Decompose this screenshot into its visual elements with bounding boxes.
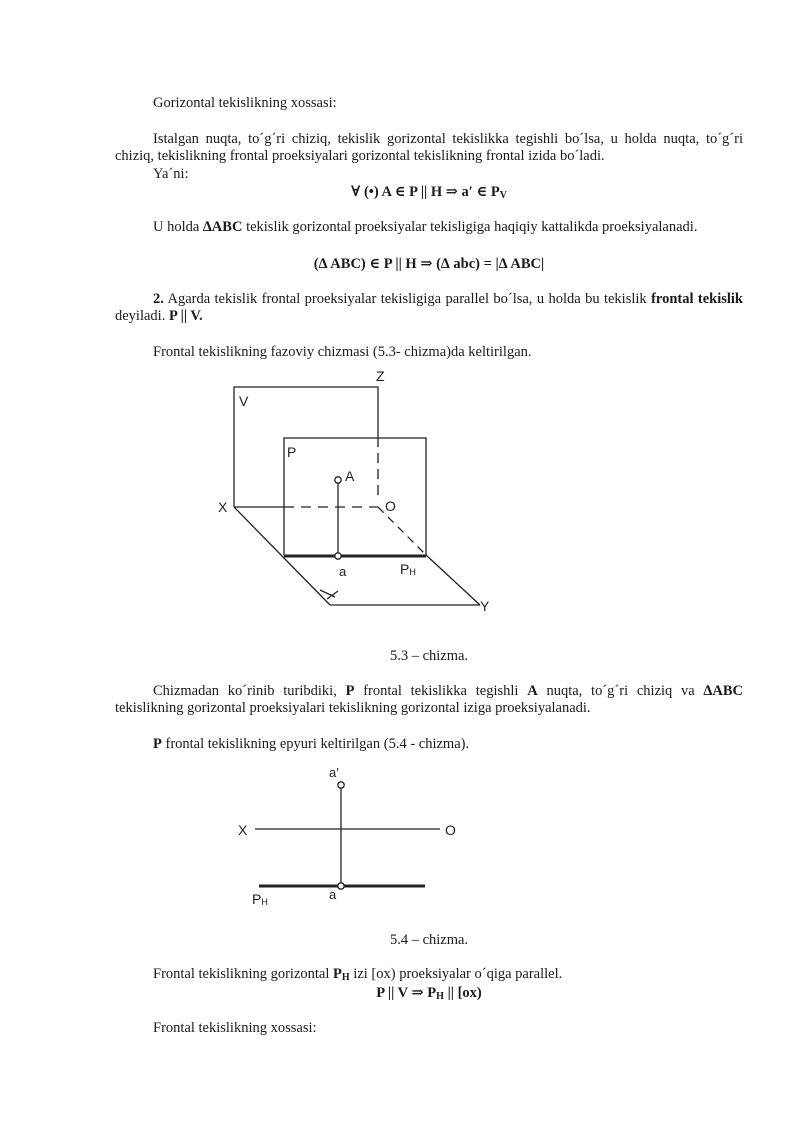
label-a-small: a — [339, 564, 347, 579]
hatch-mark — [327, 591, 338, 599]
formula-1: ∀ (•) A ∈ P || H ⇒ a′ ∈ $P_V$ — [351, 184, 507, 201]
label-x: X — [238, 822, 248, 838]
yani-label: Ya´ni: — [153, 166, 189, 182]
label-v: V — [239, 393, 249, 409]
label-a-prime: a′ — [329, 765, 339, 780]
formula-2: (∆ ABC) ∈ P || H ⇒ (∆ abc) = |∆ ABC| — [313, 256, 545, 272]
hatch-mark — [320, 590, 335, 597]
heading-horizontal-property: Gorizontal tekislikning xossasi: — [153, 95, 337, 111]
formula-3: P || V ⇒ $P_H$ || [ox) — [376, 985, 482, 1002]
label-a: A — [345, 468, 355, 484]
point-a-proj — [335, 553, 341, 559]
paragraph-3: 2. Agarda tekislik frontal proeksiyalar tekisligiga parallel bo´lsa, u holda bu tekislik frontal tekislik deyiladi. P || V. — [115, 291, 743, 324]
label-o: O — [385, 498, 396, 514]
point-a-prime — [338, 782, 344, 788]
point-a — [335, 477, 341, 483]
paragraph-1: Istalgan nuqta, to´g´ri chiziq, tekislik gorizontal tekislikka tegishli bo´lsa, u holda nuqta, to´g´ri chiziq, tekislikning frontal proeksiyalari gorizontal tekislikning frontal izida bo´ladi. — [115, 131, 743, 164]
v-plane-outline — [234, 387, 378, 507]
caption-5-4: 5.4 – chizma. — [389, 932, 469, 948]
figure-5-3 — [210, 365, 500, 620]
paragraph-7: Frontal tekislikning gorizontal $P_H$ izi [ox) proeksiyalar o´qiga parallel. — [153, 966, 563, 983]
paragraph-6: P frontal tekislikning epyuri keltirilgan (5.4 - chizma). — [153, 736, 470, 752]
label-o: O — [445, 822, 456, 838]
figure-5-4 — [225, 758, 475, 918]
caption-5-3: 5.3 – chizma. — [389, 648, 469, 664]
y-axis-hidden — [378, 507, 426, 555]
label-a: a — [329, 887, 337, 902]
label-ph: PH — [252, 891, 268, 907]
label-p: P — [287, 444, 297, 460]
paragraph-2: U holda ∆ABC tekislik gorizontal proeksiyalar tekisligiga haqiqiy kattalikda proeksiyalanadi. — [153, 219, 698, 235]
heading-frontal-property: Frontal tekislikning xossasi: — [153, 1020, 317, 1036]
label-z: Z — [376, 368, 385, 384]
label-ph: PH — [400, 561, 416, 577]
label-x: X — [218, 499, 228, 515]
paragraph-4: Frontal tekislikning fazoviy chizmasi (5.3- chizma)da keltirilgan. — [153, 344, 532, 360]
paragraph-5: Chizmadan ko´rinib turibdiki, P frontal tekislikka tegishli A nuqta, to´g´ri chiziq va ∆ABC tekislikning gorizontal proeksiyalari tekislikning gorizontal iziga proeksiyalanadi. — [115, 683, 743, 716]
p-plane-outline — [284, 438, 426, 555]
label-y: Y — [480, 598, 490, 614]
h-plane-right-edge — [426, 555, 480, 605]
point-a — [338, 883, 344, 889]
